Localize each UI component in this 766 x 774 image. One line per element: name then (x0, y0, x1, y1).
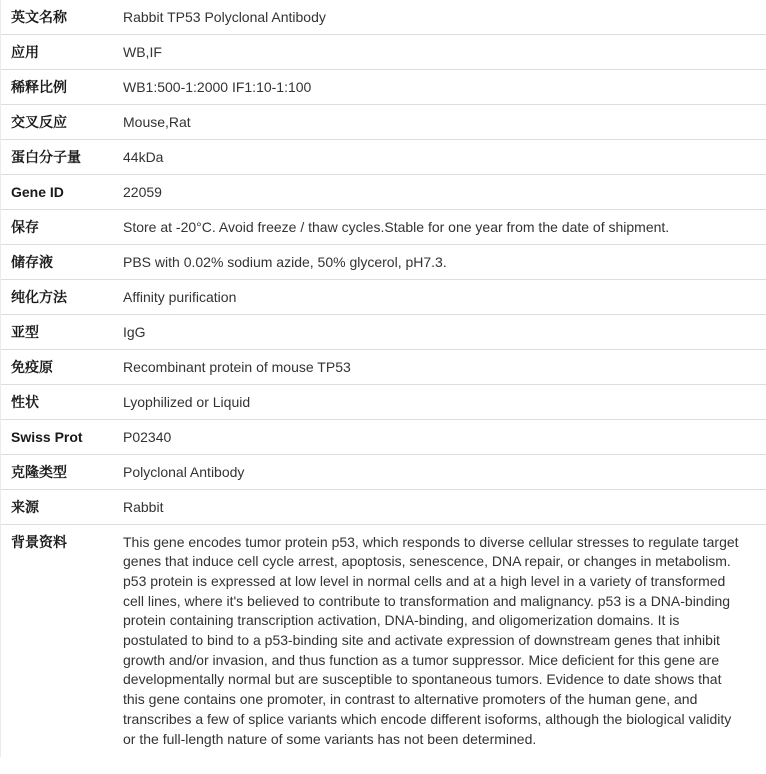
row-value: Lyophilized or Liquid (123, 393, 251, 410)
table-row-background (1, 525, 766, 757)
row-label: 储存液 (11, 253, 53, 270)
row-label: 英文名称 (11, 8, 67, 25)
row-value: This gene encodes tumor protein p53, which responds to diverse cellular stresses to regulate target genes that induce cell cycle arrest, apoptosis, senescence, DNA repair, or changes in metabolism. p53 protein is expressed at low level in normal cells and at a high level in a variety of transformed cell lines, where it's believed to contribute to transformation and malignancy. p53 is a DNA-binding protein containing transcription activation, DNA-binding, and oligomerization domains. It is postulated to bind to a p53-binding site and activate expression of downstream genes that inhibit growth and/or invasion, and thus function as a tumor suppressor. Mice deficient for this gene are developmentally normal but are susceptible to spontaneous tumors. Evidence to date shows that this gene contains one promoter, in contrast to alternative promoters of the human gene, and transcribes a few of splice variants which encode different isoforms, although the biological validity or the full-length nature of some variants has not been determined. (123, 533, 739, 747)
table-row-molecular-weight (1, 140, 766, 175)
row-label: 克隆类型 (11, 463, 67, 480)
table-row-application (1, 35, 766, 70)
row-value: Rabbit (123, 498, 164, 515)
row-value: PBS with 0.02% sodium azide, 50% glycerol, pH7.3. (123, 253, 447, 270)
row-label: Swiss Prot (11, 428, 83, 445)
row-value: Rabbit TP53 Polyclonal Antibody (123, 8, 326, 25)
table-row-gene-id (1, 175, 766, 210)
table-row-isotype (1, 315, 766, 350)
table-row-immunogen (1, 350, 766, 385)
row-value: WB1:500-1:2000 IF1:10-1:100 (123, 78, 312, 95)
row-label: 免疫原 (11, 358, 53, 375)
table-row-clonality (1, 455, 766, 490)
row-label: 纯化方法 (11, 288, 67, 305)
table-row-storage (1, 210, 766, 245)
table-row-source (1, 490, 766, 525)
row-value: Store at -20°C. Avoid freeze / thaw cycles.Stable for one year from the date of shipment. (123, 218, 670, 235)
row-label: Gene ID (11, 183, 64, 200)
table-row-english-name (1, 0, 766, 35)
row-value: IgG (123, 323, 146, 340)
row-value: Affinity purification (123, 288, 237, 305)
row-label: 来源 (11, 498, 39, 515)
row-value: Recombinant protein of mouse TP53 (123, 358, 351, 375)
row-value: Mouse,Rat (123, 113, 191, 130)
table-row-form (1, 385, 766, 420)
row-label: 交叉反应 (11, 113, 67, 130)
table-row-purification (1, 280, 766, 315)
table-row-storage-buffer (1, 245, 766, 280)
row-value: WB,IF (123, 43, 162, 60)
row-label: 亚型 (11, 323, 39, 340)
row-label: 稀释比例 (11, 78, 67, 95)
row-label: 背景资料 (11, 533, 67, 550)
row-label: 应用 (11, 43, 39, 60)
table-row-dilution (1, 70, 766, 105)
row-value: P02340 (123, 428, 172, 445)
row-label: 保存 (11, 218, 39, 235)
row-value: 44kDa (123, 148, 164, 165)
table-row-cross-reactivity (1, 105, 766, 140)
row-value: Polyclonal Antibody (123, 463, 245, 480)
row-value: 22059 (123, 183, 162, 200)
table-row-swiss-prot (1, 420, 766, 455)
row-label: 蛋白分子量 (11, 148, 81, 165)
row-label: 性状 (11, 393, 39, 410)
